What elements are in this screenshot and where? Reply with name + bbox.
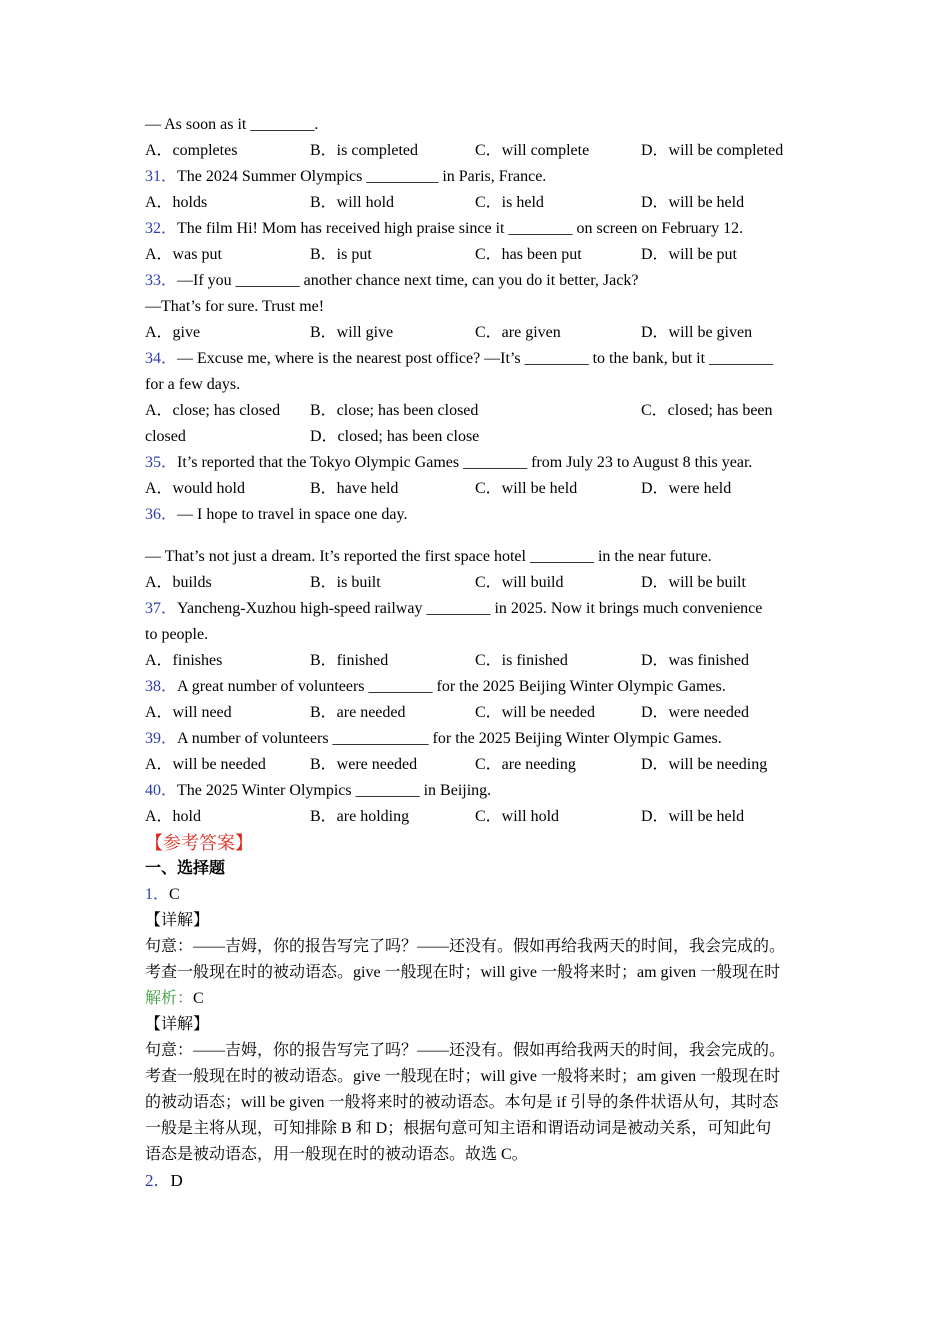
explanation-text: 考查一般现在时的被动语态。give 一般现在时；will give 一般将来时；am given 一般现在时 <box>145 1068 781 1085</box>
option-a: A．was put <box>145 246 222 263</box>
options-row <box>145 570 810 596</box>
question-number: 34． <box>145 350 178 367</box>
explanation-line <box>145 1090 810 1116</box>
options-row <box>145 320 810 346</box>
option-c-cont: closed <box>145 428 186 445</box>
detail-label <box>145 908 810 934</box>
explanation-text: 句意：——吉姆，你的报告写完了吗？——还没有。假如再给我两天的时间，我会完成的。 <box>145 1042 786 1059</box>
options-row <box>145 700 810 726</box>
question-35 <box>145 450 810 476</box>
option-c: C．will hold <box>475 808 560 825</box>
options-row <box>145 190 810 216</box>
question-37 <box>145 596 810 622</box>
question-number: 35． <box>145 454 178 471</box>
option-b: B．is built <box>310 574 381 591</box>
explanation-line <box>145 960 810 986</box>
stem-text: A number of volunteers ____________ for the 2025 Beijing Winter Olympic Games. <box>177 730 722 747</box>
option-a: A．builds <box>145 574 212 591</box>
question-number: 38． <box>145 678 178 695</box>
question-32 <box>145 216 810 242</box>
option-d: D．will be held <box>641 808 745 825</box>
question-number: 39． <box>145 730 178 747</box>
option-c: C．is held <box>475 194 544 211</box>
option-c: C．is finished <box>475 652 568 669</box>
option-b: B．will hold <box>310 194 395 211</box>
option-a: A．completes <box>145 142 238 159</box>
option-d: D．will be put <box>641 246 737 263</box>
explanation-line <box>145 934 810 960</box>
option-d: D．will be built <box>641 574 746 591</box>
question-number: 33． <box>145 272 178 289</box>
option-c: C．will build <box>475 574 564 591</box>
jiexi-letter: C <box>193 990 204 1007</box>
stem-text: — Excuse me, where is the nearest post office? —It’s ________ to the bank, but it ________ <box>177 350 774 367</box>
question-stem-cont <box>145 372 810 398</box>
question-stem-cont <box>145 544 810 570</box>
options-row <box>145 752 810 778</box>
question-36 <box>145 502 810 528</box>
option-b: B．are holding <box>310 808 410 825</box>
option-b: B．is put <box>310 246 372 263</box>
option-d: D．were needed <box>641 704 749 721</box>
question-stem <box>145 112 810 138</box>
explanation-text: 句意：——吉姆，你的报告写完了吗？——还没有。假如再给我两天的时间，我会完成的。 <box>145 938 786 955</box>
stem-text: — I hope to travel in space one day. <box>177 506 408 523</box>
option-b: B．is completed <box>310 142 418 159</box>
stem-text: for a few days. <box>145 376 241 393</box>
stem-text: The film Hi! Mom has received high praise since it ________ on screen on February 12. <box>177 220 744 237</box>
option-a: A．holds <box>145 194 208 211</box>
question-number: 36． <box>145 506 178 523</box>
answer-1 <box>145 882 810 908</box>
answer-heading-text: 【参考答案】 <box>145 833 253 853</box>
question-number: 32． <box>145 220 178 237</box>
option-a: A．will need <box>145 704 232 721</box>
explanation-text: 语态是被动语态，用一般现在时的被动语态。故选 C。 <box>145 1146 528 1163</box>
options-row <box>145 398 810 424</box>
stem-text: — As soon as it ________. <box>145 116 319 133</box>
stem-text: A great number of volunteers ________ for the 2025 Beijing Winter Olympic Games. <box>177 678 726 695</box>
option-a: A．close; has closed <box>145 402 281 419</box>
option-b: B．finished <box>310 652 389 669</box>
question-stem-cont <box>145 294 810 320</box>
question-39 <box>145 726 810 752</box>
answer-number: 1． <box>145 886 170 903</box>
question-number: 37． <box>145 600 178 617</box>
option-c: C．has been put <box>475 246 582 263</box>
stem-text: It’s reported that the Tokyo Olympic Games ________ from July 23 to August 8 this year. <box>177 454 753 471</box>
document-page <box>145 112 810 1194</box>
option-a: A．would hold <box>145 480 246 497</box>
option-c: C．will complete <box>475 142 590 159</box>
explanation-line <box>145 1116 810 1142</box>
explanation-line <box>145 1038 810 1064</box>
options-row <box>145 138 810 164</box>
answer-heading <box>145 830 810 856</box>
question-31 <box>145 164 810 190</box>
options-row <box>145 242 810 268</box>
option-c: C．are needing <box>475 756 576 773</box>
section-title-text: 一、选择题 <box>145 860 226 877</box>
question-stem-cont <box>145 622 810 648</box>
question-number: 40． <box>145 782 178 799</box>
explanation-text: 一般是主将从现，可知排除 B 和 D；根据句意可知主语和谓语动词是被动关系，可知此句 <box>145 1120 772 1137</box>
stem-text: —If you ________ another chance next time, can you do it better, Jack? <box>177 272 639 289</box>
option-c: C．will be held <box>475 480 578 497</box>
option-b: B．are needed <box>310 704 406 721</box>
option-c: C．are given <box>475 324 561 341</box>
option-d: D．closed; has been close <box>310 428 480 445</box>
detail-label <box>145 1012 810 1038</box>
option-b: B．were needed <box>310 756 418 773</box>
question-number: 31． <box>145 168 178 185</box>
explanation-text: 考查一般现在时的被动语态。give 一般现在时；will give 一般将来时；am given 一般现在时 <box>145 964 781 981</box>
detail-label-text: 【详解】 <box>145 912 210 929</box>
option-c: C．closed; has been <box>641 402 773 419</box>
stem-text: The 2024 Summer Olympics _________ in Paris, France. <box>177 168 547 185</box>
option-c: C．will be needed <box>475 704 595 721</box>
option-a: A．will be needed <box>145 756 266 773</box>
option-d: D．will be held <box>641 194 745 211</box>
option-d: D．was finished <box>641 652 749 669</box>
stem-text: to people. <box>145 626 209 643</box>
question-38 <box>145 674 810 700</box>
stem-text: The 2025 Winter Olympics ________ in Beijing. <box>177 782 492 799</box>
option-b: B．close; has been closed <box>310 402 479 419</box>
explanation-line <box>145 1142 810 1168</box>
stem-text: Yancheng-Xuzhou high-speed railway ________ in 2025. Now it brings much convenience <box>177 600 763 617</box>
stem-text: —That’s for sure. Trust me! <box>145 298 325 315</box>
detail-label-text: 【详解】 <box>145 1016 210 1033</box>
option-b: B．will give <box>310 324 394 341</box>
jiexi-line <box>145 986 810 1012</box>
option-b: B．have held <box>310 480 399 497</box>
options-row <box>145 648 810 674</box>
option-d: D．will be completed <box>641 142 784 159</box>
option-a: A．finishes <box>145 652 223 669</box>
explanation-text: 的被动语态；will be given 一般将来时的被动语态。本句是 if 引导的条件状语从句，其时态 <box>145 1094 779 1111</box>
option-d: D．were held <box>641 480 732 497</box>
explanation-line <box>145 1064 810 1090</box>
answer-letter: D <box>170 1171 183 1190</box>
option-d: D．will be given <box>641 324 753 341</box>
answer-2 <box>145 1168 810 1194</box>
answer-number: 2． <box>145 1171 171 1190</box>
stem-text: — That’s not just a dream. It’s reported the first space hotel ________ in the near future. <box>145 548 712 565</box>
option-a: A．hold <box>145 808 202 825</box>
option-d: D．will be needing <box>641 756 768 773</box>
option-a: A．give <box>145 324 201 341</box>
answer-letter: C <box>169 886 180 903</box>
options-row <box>145 424 810 450</box>
section-title <box>145 856 810 882</box>
question-40 <box>145 778 810 804</box>
options-row <box>145 476 810 502</box>
jiexi-label: 解析： <box>145 990 194 1007</box>
options-row <box>145 804 810 830</box>
question-34 <box>145 346 810 372</box>
question-33 <box>145 268 810 294</box>
